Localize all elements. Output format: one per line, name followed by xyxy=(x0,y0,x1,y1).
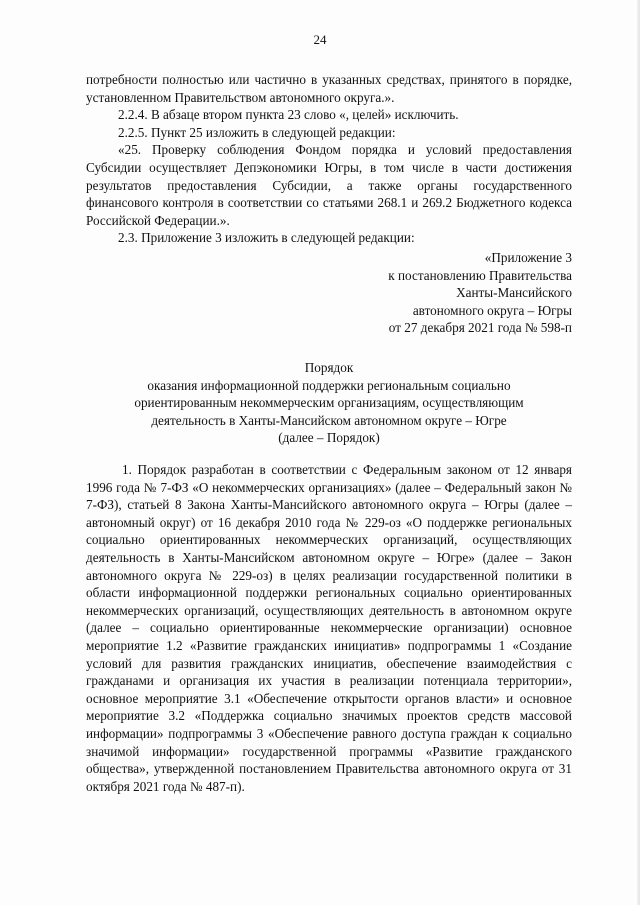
clause-1 xyxy=(86,461,572,795)
appendix-line: Ханты-Мансийского xyxy=(456,285,572,301)
title-line: (далее – Порядок) xyxy=(278,430,380,446)
title-line: Порядок xyxy=(304,360,354,375)
clause-paragraph: 1. Порядок разработан в соответствии с Федеральным законом от 12 января 1996 года № 7-ФЗ «О некоммерческих организациях» (далее – Федеральный закон № 7-ФЗ), статьей 8 Закона Ханты-Мансийского автономного округа – Югры (далее – автономный округ) от 16 декабря 2010 года № 229-оз «О поддержке региональных социально ориентированных некоммерческих организаций, осуществляющих деятельность в Ханты-Мансийском автономном округе – Югре» (далее – Закон автономного округа № 229-оз) в целях реализации государственной политики в области информационной поддержки региональных социально ориентированных некоммерческих организаций, осуществляющих деятельность в автономном округе (далее – социально ориентированные некоммерческие организации) основное мероприятие 1.2 «Развитие гражданских инициатив» подпрограммы 1 «Создание условий для развития гражданских инициатив, обеспечение взаимодействия с гражданами и организация их участия в реализации потенциала территории», основное мероприятие 3.1 «Обеспечение открытости органов власти» и основное мероприятие 3.2 «Поддержка социально значимых проектов средств массовой информации» подпрограммы 3 «Обеспечение равного доступа граждан к социально значимой информации» государственной программы «Развитие гражданского общества», утвержденной постановлением Правительства автономного округа от 31 октября 2021 года № 487-п). xyxy=(86,462,572,794)
order-title xyxy=(86,359,572,447)
appendix-line: автономного округа – Югры xyxy=(412,302,572,318)
page-number: 24 xyxy=(313,32,327,47)
title-line: деятельность в Ханты-Мансийском автономном округе – Югре xyxy=(151,412,507,428)
paragraph: потребности полностью или частично в указанных средствах, принятого в порядке, установленном Правительством автономного округа.». xyxy=(86,72,572,105)
title-line: оказания информационной поддержки региональным социально xyxy=(147,377,511,393)
appendix-line: от 27 декабря 2021 года № 598-п xyxy=(388,320,572,336)
appendix-line: «Приложение 3 xyxy=(484,250,572,265)
paragraph: 2.2.5. Пункт 25 изложить в следующей редакции: xyxy=(118,124,396,140)
amendment-block xyxy=(86,71,572,247)
paragraph: «25. Проверку соблюдения Фондом порядка и условий предоставления Субсидии осуществляет Депэкономики Югры, в том числе в части достижения результатов предоставления Субсидии, а также органы государственного финансового контроля в соответствии со статьями 268.1 и 269.2 Бюджетного кодекса Российской Федерации.». xyxy=(86,142,572,228)
paragraph: 2.2.4. В абзаце втором пункта 23 слово «, целей» исключить. xyxy=(118,107,459,123)
paragraph: 2.3. Приложение 3 изложить в следующей редакции: xyxy=(118,230,415,246)
appendix-line: к постановлению Правительства xyxy=(388,267,572,283)
title-line: ориентированным некоммерческим организациям, осуществляющим xyxy=(134,395,524,411)
appendix-header xyxy=(388,249,572,337)
